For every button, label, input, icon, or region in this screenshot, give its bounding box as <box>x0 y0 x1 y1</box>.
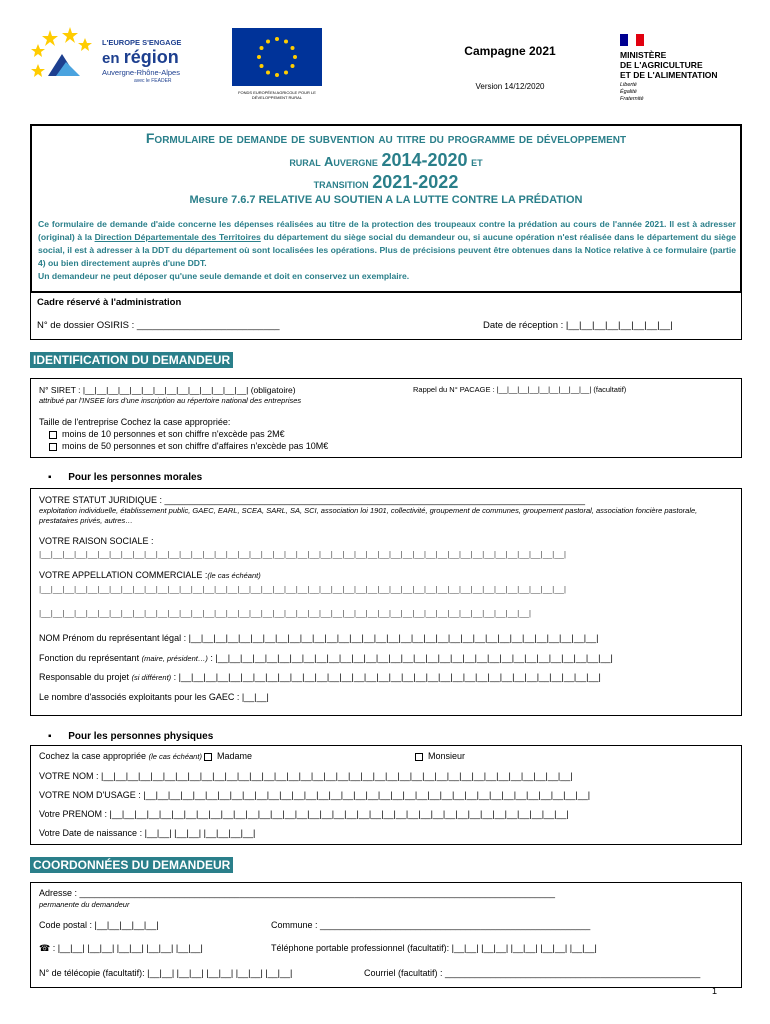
prenom-field[interactable]: Votre PRENOM : |__|__|__|__|__|__|__|__|__|__|__|__|__|__|__|__|__|__|__|__|__|__|__|__|__|__|__|__|__|__|__|__|__|__|__|__|__| <box>39 809 569 819</box>
intro-text-b: du département du siège social du demandeur ou, si aucune opération n'est réalisée dans le département du siège social, il est à adresser à la DDT du département où sont localisées les opérations. Plus de précisions peuvent être obtenues dans la Notice relative à ce formulaire (partie 4) ou bien directement auprès d'une DDT. <box>38 232 736 268</box>
ddt-link[interactable]: Direction Départementale des Territoires <box>94 232 261 242</box>
page-number: 1 <box>712 986 718 996</box>
responsable-field[interactable]: : |__|__|__|__|__|__|__|__|__|__|__|__|__|__|__|__|__|__|__|__|__|__|__|__|__|__|__|__|__|__|__|__|__|__| <box>171 672 601 682</box>
date-naissance-field[interactable]: Votre Date de naissance : |__|__| |__|__| |__|__|__|__| <box>39 828 256 838</box>
gaec-field[interactable]: Le nombre d'associés exploitants pour les GAEC : |__|__| <box>39 692 269 702</box>
courriel-field[interactable]: Courriel (facultatif) : ___________________________________________________ <box>364 968 701 978</box>
intro-text-c: Un demandeur ne peut déposer qu'une seule demande et doit en conservez un exemplaire. <box>38 271 410 281</box>
size-option-2-label: moins de 50 personnes et son chiffre d'affaires n'excède pas 10M€ <box>62 441 329 451</box>
appellation-label-row <box>39 570 261 580</box>
title-line3-a: transition <box>313 176 373 191</box>
header-center <box>395 44 625 91</box>
title-box <box>30 124 742 293</box>
civilite-note: (le cas échéant) <box>148 752 202 761</box>
responsable-note: (si différent) <box>131 673 172 682</box>
morales-heading <box>48 472 202 483</box>
ministry-motto3: Fraternité <box>620 96 644 102</box>
appellation-field-2[interactable]: |__|__|__|__|__|__|__|__|__|__|__|__|__|__|__|__|__|__|__|__|__|__|__|__|__|__|__|__|__|__|__|__|__|__|__|__|__|__|__|__|__|__| <box>39 608 532 618</box>
osiris-field[interactable]: N° de dossier OSIRIS : ___________________________ <box>37 320 280 331</box>
nom-field[interactable]: VOTRE NOM : |__|__|__|__|__|__|__|__|__|__|__|__|__|__|__|__|__|__|__|__|__|__|__|__|__|__|__|__|__|__|__|__|__|__|__|__|__|__| <box>39 771 573 781</box>
portable-field[interactable]: Téléphone portable professionnel (facultatif): |__|__| |__|__| |__|__| |__|__| |__|__| <box>271 943 597 953</box>
ministry-line2: DE L'AGRICULTURE <box>620 60 703 70</box>
statut-field[interactable]: VOTRE STATUT JURIDIQUE : ____________________________________________________________________________________ <box>39 495 585 505</box>
siret-field[interactable]: N° SIRET : |__|__|__|__|__|__|__|__|__|__|__|__|__|__| (obligatoire) <box>39 385 296 395</box>
region-logo-en: en <box>102 50 120 67</box>
ministry-motto2: Égalité <box>620 89 637 95</box>
marianne-icon <box>620 34 644 46</box>
ministry-line3: ET DE L'ALIMENTATION <box>620 70 718 80</box>
commune-field[interactable]: Commune : ______________________________________________________ <box>271 920 591 930</box>
responsable-label: Responsable du projet <box>39 672 132 682</box>
statut-note: exploitation individuelle, établissement public, GAEC, EARL, SCEA, SARL, SA, SCI, association loi 1901, collectivité, groupement de communes, groupement pastoral, association foncière pastorale, prestataires privés, autres… <box>39 506 698 525</box>
form-title-line3 <box>32 172 740 193</box>
appellation-note: (le cas échéant) <box>207 571 261 580</box>
eu-logo-caption: FONDS EUROPÉEN AGRICOLE POUR LE DÉVELOPPEMENT RURAL <box>238 90 316 100</box>
version-label: Version 14/12/2020 <box>475 82 545 91</box>
civilite-label: Cochez la case appropriée <box>39 751 149 761</box>
madame-label: Madame <box>216 751 252 761</box>
identification-title: IDENTIFICATION DU DEMANDEUR <box>30 352 233 368</box>
identification-box <box>30 378 742 458</box>
checkbox-madame[interactable] <box>204 753 212 761</box>
coordonnees-box <box>30 882 742 988</box>
morales-heading-text: Pour les personnes morales <box>68 472 203 483</box>
size-option-1-label: moins de 10 personnes et son chiffre n'excède pas 2M€ <box>62 429 285 439</box>
fonction-note: (maire, président…) <box>141 654 208 663</box>
eu-logo <box>232 28 322 102</box>
ministry-motto1: Liberté <box>620 82 637 88</box>
checkbox-monsieur[interactable] <box>415 753 423 761</box>
representant-field[interactable]: NOM Prénom du représentant légal : |__|__|__|__|__|__|__|__|__|__|__|__|__|__|__|__|__|__|__|__|__|__|__|__|__|__|__|__|__|__|__|__|__| <box>39 633 599 643</box>
ministry-line1: MINISTÈRE <box>620 50 667 60</box>
adresse-note: permanente du demandeur <box>39 900 130 909</box>
adresse-field[interactable]: Adresse : _______________________________________________________________________________________________ <box>39 888 556 898</box>
intro-paragraph <box>38 218 736 283</box>
fonction-label: Fonction du représentant <box>39 653 142 663</box>
code-postal-field[interactable]: Code postal : |__|__|__|__|__| <box>39 920 159 930</box>
fax-field[interactable]: N° de télécopie (facultatif): |__|__| |__|__| |__|__| |__|__| |__|__| <box>39 968 293 978</box>
raison-sociale-label: VOTRE RAISON SOCIALE : <box>39 536 154 546</box>
region-logo-line1: L'EUROPE S'ENGAGE <box>102 38 182 47</box>
intro-text-a: Ce formulaire de demande d'aide concerne les dépenses réalisées au titre de la protection des troupeaux contre la prédation au cours de l'année 2021. Il est à adresser (original) à la <box>38 219 736 242</box>
telephone-row[interactable] <box>39 943 203 954</box>
star-ring-icon <box>30 26 100 86</box>
physiques-heading <box>48 731 213 742</box>
measure-title: Mesure 7.6.7 RELATIVE AU SOUTIEN A LA LUTTE CONTRE LA PRÉDATION <box>189 194 583 206</box>
form-title-line2 <box>32 150 740 171</box>
size-option-1[interactable] <box>49 429 285 439</box>
monsieur-row[interactable] <box>415 751 465 761</box>
admin-heading: Cadre réservé à l'administration <box>37 297 182 308</box>
responsable-row[interactable] <box>39 672 601 682</box>
size-option-2[interactable] <box>49 441 328 451</box>
title-line2-a: rural Auvergne <box>289 154 382 169</box>
telephone-field[interactable]: : |__|__| |__|__| |__|__| |__|__| |__|__| <box>50 943 203 953</box>
region-logo <box>30 26 200 88</box>
monsieur-label: Monsieur <box>428 751 466 761</box>
title-years-1: 2014-2020 <box>381 150 468 170</box>
bullet-icon: ▪ <box>48 472 69 483</box>
appellation-field-1[interactable]: |__|__|__|__|__|__|__|__|__|__|__|__|__|__|__|__|__|__|__|__|__|__|__|__|__|__|__|__|__|__|__|__|__|__|__|__|__|__|__|__|__|__|__|__|__| <box>39 584 567 594</box>
civilite-row <box>39 751 252 761</box>
eu-flag-icon <box>232 28 322 86</box>
siret-note: attribué par l'INSEE lors d'une inscription au répertoire national des entreprises <box>39 396 302 405</box>
physiques-box <box>30 745 742 845</box>
region-logo-line4: Auvergne-Rhône-Alpes <box>102 68 180 77</box>
checkbox-size-1[interactable] <box>49 431 57 439</box>
title-years-2: 2021-2022 <box>372 172 459 192</box>
coordonnees-title: COORDONNÉES DU DEMANDEUR <box>30 857 233 873</box>
title-line2-c: et <box>467 154 483 169</box>
raison-sociale-field[interactable]: |__|__|__|__|__|__|__|__|__|__|__|__|__|__|__|__|__|__|__|__|__|__|__|__|__|__|__|__|__|__|__|__|__|__|__|__|__|__|__|__|__|__|__|__|__| <box>39 549 567 559</box>
fonction-field[interactable]: : |__|__|__|__|__|__|__|__|__|__|__|__|__|__|__|__|__|__|__|__|__|__|__|__|__|__|__|__|__|__|__|__| <box>207 653 613 663</box>
company-size-label: Taille de l'entreprise Cochez la case appropriée: <box>39 417 231 427</box>
appellation-label: VOTRE APPELLATION COMMERCIALE : <box>39 570 208 580</box>
reception-date-field[interactable]: Date de réception : |__|__|__|__|__|__|__|__| <box>483 320 673 331</box>
pacage-field[interactable]: Rappel du N° PACAGE : |__|__|__|__|__|__|__|__|__| (facultatif) <box>413 385 627 394</box>
phone-icon: ☎ <box>39 943 51 953</box>
region-logo-line5: avec le FEADER <box>134 78 172 84</box>
ministry-logo <box>620 34 750 103</box>
form-title-line1: Formulaire de demande de subvention au titre du programme de développement <box>145 130 627 146</box>
nom-usage-field[interactable]: VOTRE NOM D'USAGE : |__|__|__|__|__|__|__|__|__|__|__|__|__|__|__|__|__|__|__|__|__|__|__|__|__|__|__|__|__|__|__|__|__|__|__|__| <box>39 790 591 800</box>
morales-box <box>30 488 742 716</box>
checkbox-size-2[interactable] <box>49 443 57 451</box>
region-logo-region: région <box>123 47 179 67</box>
fonction-row[interactable] <box>39 653 613 663</box>
bullet-icon: ▪ <box>48 731 69 742</box>
admin-box <box>30 293 742 340</box>
campaign-title: Campagne 2021 <box>464 44 556 58</box>
physiques-heading-text: Pour les personnes physiques <box>68 731 214 742</box>
